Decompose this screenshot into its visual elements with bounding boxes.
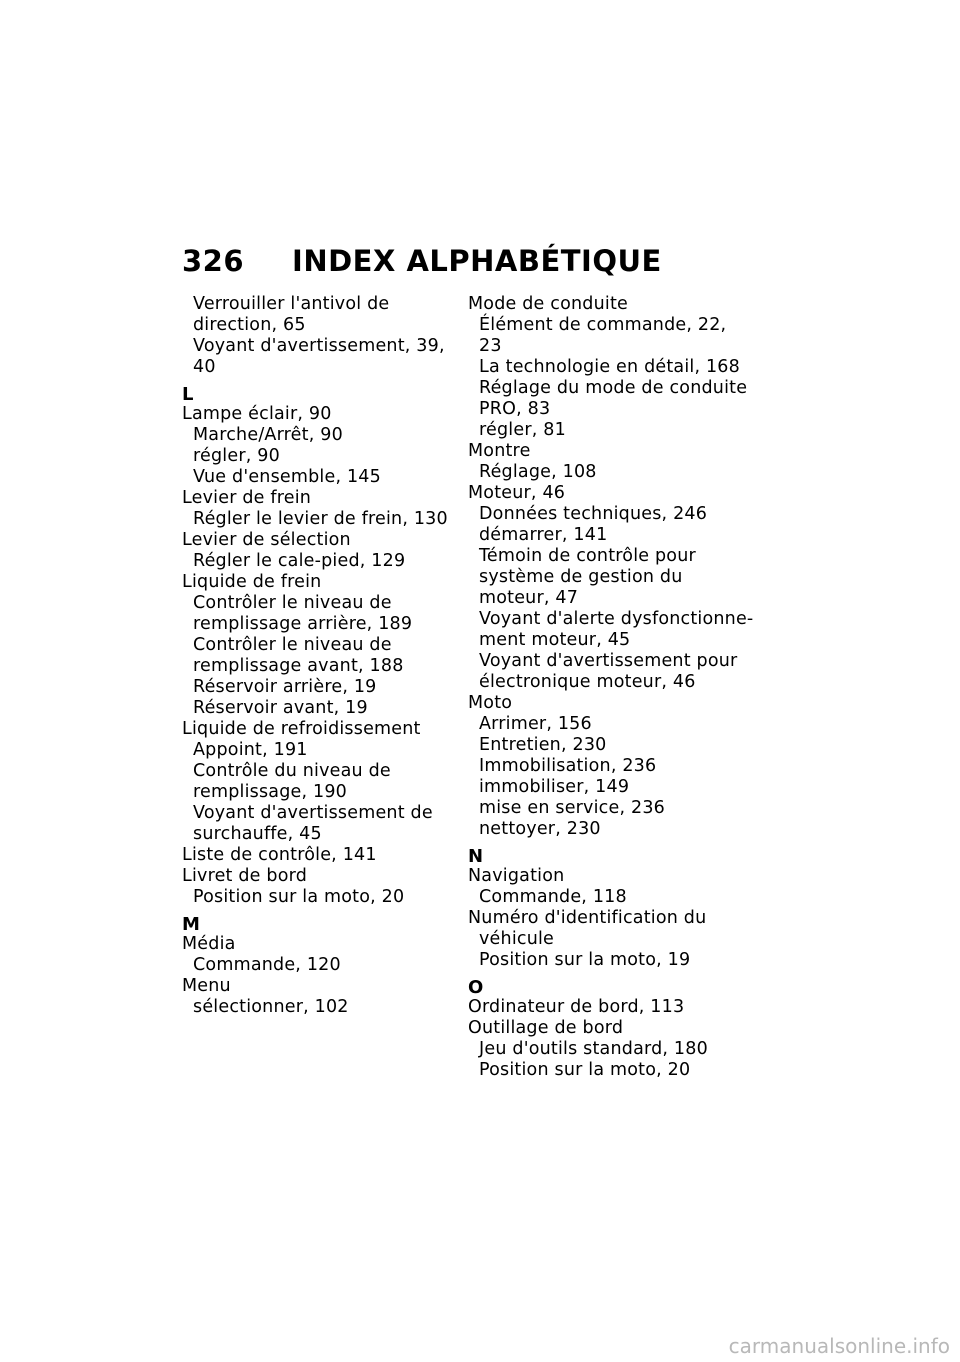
index-subentry: Régler le cale-pied, 129	[193, 551, 406, 571]
index-entry: Navigation	[468, 866, 565, 886]
watermark: carmanualsonline.info	[728, 1334, 950, 1358]
page-title: INDEX ALPHABÉTIQUE	[292, 244, 662, 278]
index-subentry: Réglage, 108	[479, 462, 597, 482]
index-subentry: Données techniques, 246	[479, 504, 708, 524]
index-subentry: Voyant d'avertissement, 39,	[193, 336, 445, 356]
index-entry: Numéro d'identification du	[468, 908, 707, 928]
index-subentry: 23	[479, 336, 502, 356]
index-letter-heading: M	[182, 914, 200, 935]
index-subentry: Contrôler le niveau de	[193, 635, 392, 655]
index-subentry: Verrouiller l'antivol de	[193, 294, 390, 314]
index-subentry: Contrôler le niveau de	[193, 593, 392, 613]
index-subentry: Réservoir arrière, 19	[193, 677, 377, 697]
index-subentry: mise en service, 236	[479, 798, 665, 818]
index-entry: Liste de contrôle, 141	[182, 845, 377, 865]
index-subentry: Voyant d'avertissement de	[193, 803, 433, 823]
index-subentry: Vue d'ensemble, 145	[193, 467, 381, 487]
index-letter-heading: O	[468, 977, 484, 998]
index-letter-heading: L	[182, 384, 194, 405]
index-entry: Ordinateur de bord, 113	[468, 997, 685, 1017]
index-subentry: Réglage du mode de conduite	[479, 378, 748, 398]
index-subentry: remplissage arrière, 189	[193, 614, 413, 634]
index-entry: Moteur, 46	[468, 483, 566, 503]
index-subentry: moteur, 47	[479, 588, 579, 608]
index-subentry: démarrer, 141	[479, 525, 608, 545]
page-number: 326	[182, 244, 245, 278]
index-subentry: Position sur la moto, 20	[193, 887, 405, 907]
index-subentry: direction, 65	[193, 315, 306, 335]
index-entry: Liquide de refroidissement	[182, 719, 421, 739]
index-subentry: remplissage, 190	[193, 782, 348, 802]
index-subentry: nettoyer, 230	[479, 819, 601, 839]
index-subentry: immobiliser, 149	[479, 777, 630, 797]
index-entry: Livret de bord	[182, 866, 308, 886]
index-entry: Moto	[468, 693, 513, 713]
index-subentry: ment moteur, 45	[479, 630, 631, 650]
index-column-left	[182, 294, 482, 1018]
index-entry: Levier de sélection	[182, 530, 351, 550]
index-entry: Levier de frein	[182, 488, 312, 508]
index-subentry: La technologie en détail, 168	[479, 357, 740, 377]
index-subentry: Appoint, 191	[193, 740, 308, 760]
index-subentry: sélectionner, 102	[193, 997, 349, 1017]
index-subentry: Réservoir avant, 19	[193, 698, 368, 718]
index-subentry: Marche/Arrêt, 90	[193, 425, 343, 445]
index-subentry: Position sur la moto, 19	[479, 950, 691, 970]
index-subentry: Immobilisation, 236	[479, 756, 657, 776]
index-subentry: Commande, 118	[479, 887, 627, 907]
index-subentry: Élément de commande, 22,	[479, 315, 727, 335]
index-subentry: Témoin de contrôle pour	[479, 546, 696, 566]
index-subentry: Voyant d'alerte dysfonctionne-	[479, 609, 754, 629]
index-subentry: PRO, 83	[479, 399, 551, 419]
index-subentry: Contrôle du niveau de	[193, 761, 391, 781]
index-entry: Média	[182, 934, 236, 954]
index-subentry: Position sur la moto, 20	[479, 1060, 691, 1080]
index-entry: Liquide de frein	[182, 572, 322, 592]
index-subentry: Voyant d'avertissement pour	[479, 651, 738, 671]
index-letter-heading: N	[468, 846, 484, 867]
index-subentry: système de gestion du	[479, 567, 683, 587]
index-entry: Outillage de bord	[468, 1018, 624, 1038]
index-subentry: surchauffe, 45	[193, 824, 322, 844]
index-subentry: véhicule	[479, 929, 555, 949]
index-entry: Lampe éclair, 90	[182, 404, 332, 424]
index-subentry: régler, 81	[479, 420, 566, 440]
index-entry: Montre	[468, 441, 531, 461]
page-header	[182, 244, 662, 278]
index-subentry: régler, 90	[193, 446, 280, 466]
index-entry: Mode de conduite	[468, 294, 628, 314]
index-subentry: Régler le levier de frein, 130	[193, 509, 448, 529]
index-subentry: Entretien, 230	[479, 735, 607, 755]
index-subentry: Jeu d'outils standard, 180	[479, 1039, 708, 1059]
index-subentry: remplissage avant, 188	[193, 656, 404, 676]
index-subentry: Commande, 120	[193, 955, 341, 975]
index-column-right	[468, 294, 758, 1081]
index-subentry: 40	[193, 357, 216, 377]
index-entry: Menu	[182, 976, 231, 996]
index-subentry: électronique moteur, 46	[479, 672, 696, 692]
index-subentry: Arrimer, 156	[479, 714, 592, 734]
